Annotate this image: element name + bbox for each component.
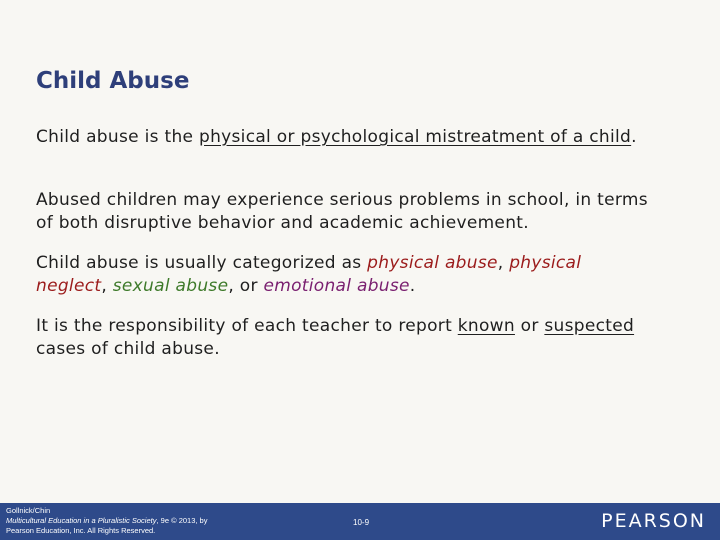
responsibility-text: It is the responsibility of each teacher to report bbox=[36, 316, 458, 336]
paragraph-effects: Abused children may experience serious problems in school, in terms of both disruptive behavior and academic achievement. bbox=[36, 190, 648, 233]
credit-publisher: Pearson Education, Inc. All Rights Reserved. bbox=[6, 526, 156, 535]
suspected-underlined: suspected bbox=[544, 316, 635, 336]
pearson-logo: PEARSON bbox=[601, 510, 706, 532]
definition-underlined: physical or psychological mistreatment of a child bbox=[198, 127, 632, 147]
category-emotional-abuse: emotional abuse bbox=[263, 276, 410, 296]
copyright-credit bbox=[6, 506, 207, 536]
category-physical-neglect: physical neglect bbox=[36, 253, 582, 296]
footer-bar bbox=[0, 503, 720, 540]
definition-period: . bbox=[631, 127, 637, 147]
responsibility-end: cases of child abuse. bbox=[36, 339, 220, 359]
slide-title: Child Abuse bbox=[36, 68, 190, 94]
separator: , or bbox=[228, 276, 264, 296]
credit-book-title: Multicultural Education in a Pluralistic Society bbox=[6, 516, 157, 525]
paragraph-definition bbox=[36, 126, 656, 149]
responsibility-or: or bbox=[514, 316, 545, 336]
separator: , bbox=[497, 253, 510, 273]
definition-text: Child abuse is the bbox=[36, 127, 199, 147]
known-underlined: known bbox=[457, 316, 515, 336]
credit-edition: , 9e © 2013, by bbox=[156, 516, 208, 525]
categories-intro: Child abuse is usually categorized as bbox=[36, 253, 368, 273]
credit-book bbox=[6, 516, 207, 526]
categories-period: . bbox=[409, 276, 416, 296]
separator: , bbox=[101, 276, 113, 296]
paragraph-categories bbox=[36, 252, 656, 298]
paragraph-responsibility bbox=[36, 315, 656, 361]
category-sexual-abuse: sexual abuse bbox=[112, 276, 229, 296]
page-number: 10-9 bbox=[353, 518, 370, 527]
credit-authors: Gollnick/Chin bbox=[6, 506, 51, 515]
category-physical-abuse: physical abuse bbox=[367, 253, 498, 273]
